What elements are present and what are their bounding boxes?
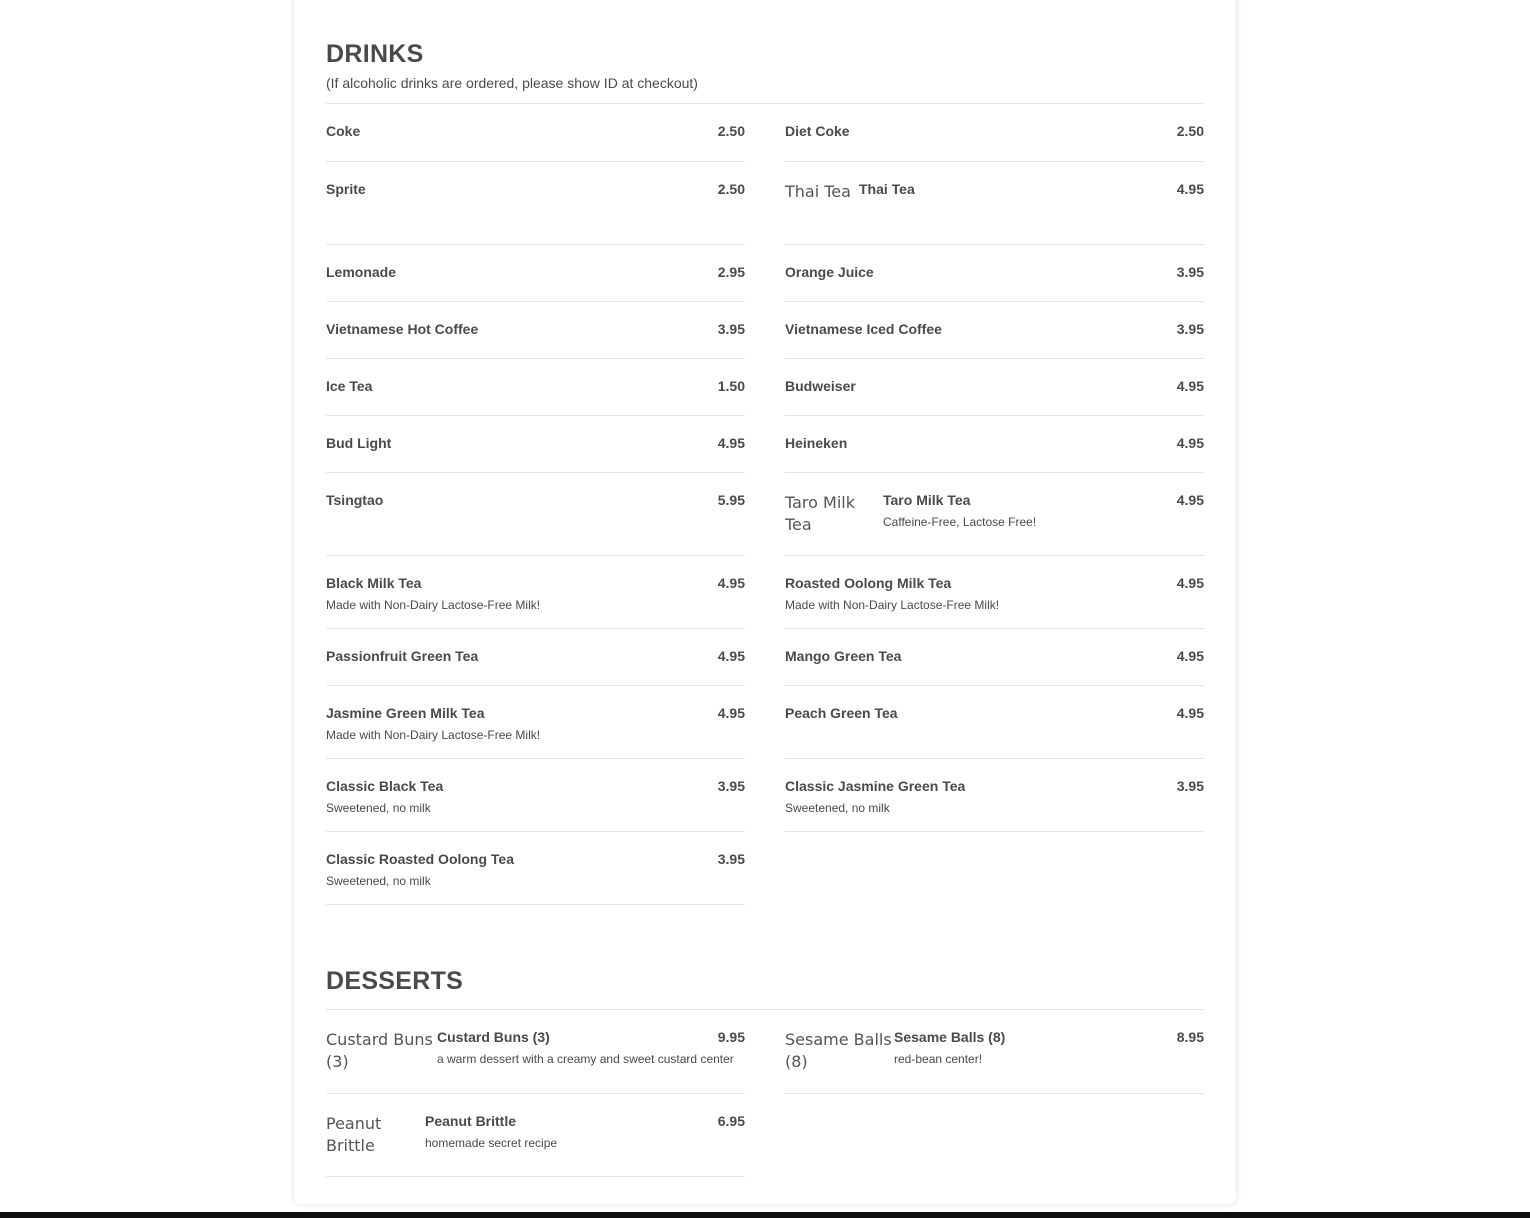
menu-item[interactable] [326,104,745,162]
menu-item[interactable] [326,245,745,302]
menu-item-header [785,575,1204,591]
menu-item-description: Sweetened, no milk [326,801,431,815]
menu-item[interactable] [326,629,745,686]
menu-item-price: 1.50 [717,378,745,394]
menu-item[interactable] [326,556,745,629]
menu-item[interactable] [326,686,745,759]
menu-item[interactable] [785,416,1204,473]
menu-item-image: Thai Tea [785,182,851,201]
menu-item-header [785,705,1204,721]
menu-item-price: 5.95 [717,492,745,508]
menu-item-description: Made with Non-Dairy Lactose-Free Milk! [785,598,1000,612]
menu-item-price: 3.95 [717,321,745,337]
menu-item-name: Lemonade [326,264,397,280]
menu-item-body [785,778,1204,831]
menu-item-body [326,123,745,161]
menu-item-header [785,778,1204,794]
menu-item-name: Heineken [785,435,848,451]
menu-item[interactable] [785,302,1204,359]
menu-item-name: Ice Tea [326,378,373,394]
menu-item[interactable] [785,359,1204,416]
menu-item-body [326,378,745,415]
menu-item-body [326,851,745,904]
menu-item-header [425,1113,745,1129]
menu-item-name: Coke [326,123,361,139]
menu-item-name: Bud Light [326,435,392,451]
menu-item-body [326,648,745,685]
menu-item[interactable] [326,1094,745,1177]
menu-content [326,0,1204,1177]
menu-item-header [326,378,745,394]
menu-item-body [785,705,1204,758]
menu-item-name: Custard Buns (3) [437,1029,550,1045]
drinks-grid [326,104,1204,905]
menu-item-name: Diet Coke [785,123,850,139]
menu-item-header [326,648,745,664]
menu-item-body [785,648,1204,685]
menu-item-price: 2.50 [717,181,745,197]
menu-item-body [326,435,745,472]
menu-item[interactable] [785,686,1204,759]
menu-item-body [326,264,745,301]
menu-item[interactable] [326,359,745,416]
menu-item-price: 4.95 [717,648,745,664]
menu-item-header [785,321,1204,337]
menu-item-price: 2.50 [717,123,745,139]
menu-item-price: 8.95 [1176,1029,1204,1045]
drinks-title: DRINKS [326,40,424,68]
menu-item-name: Roasted Oolong Milk Tea [785,575,952,591]
menu-item-price: 3.95 [1176,321,1204,337]
menu-item-description: homemade secret recipe [425,1136,558,1150]
menu-item[interactable] [326,473,745,556]
menu-item-body [326,778,745,831]
menu-item-name: Classic Black Tea [326,778,444,794]
menu-item-price: 2.95 [717,264,745,280]
menu-item-body [326,181,745,244]
menu-item-price: 4.95 [717,705,745,721]
menu-item[interactable] [785,629,1204,686]
menu-item-name: Vietnamese Hot Coffee [326,321,479,337]
menu-item-header [326,181,745,197]
menu-item-header [326,321,745,337]
menu-item-name: Mango Green Tea [785,648,902,664]
menu-item-header [326,435,745,451]
menu-item[interactable] [326,1010,745,1094]
menu-item-price: 4.95 [1176,575,1204,591]
menu-item[interactable] [326,302,745,359]
menu-item-image: Sesame Balls (8) [785,1030,892,1071]
menu-item-name: Sesame Balls (8) [894,1029,1006,1045]
menu-item-header [326,264,745,280]
menu-item[interactable] [326,162,745,245]
menu-item-body [785,123,1204,161]
menu-item-header [326,778,745,794]
menu-item-price: 2.50 [1176,123,1204,139]
menu-item-body [785,435,1204,472]
menu-item-description: Sweetened, no milk [326,874,431,888]
menu-item-name: Passionfruit Green Tea [326,648,479,664]
menu-item-description: red-bean center! [894,1052,983,1066]
menu-item-description: Made with Non-Dairy Lactose-Free Milk! [326,598,541,612]
menu-item-body [859,181,1204,244]
menu-item-name: Sprite [326,181,366,197]
menu-item-header [326,851,745,867]
menu-item-price: 6.95 [717,1113,745,1129]
menu-item-body [437,1029,745,1093]
menu-item-description: Sweetened, no milk [785,801,890,815]
menu-item-price: 4.95 [1176,648,1204,664]
menu-item-body [326,492,745,555]
menu-item-body [326,705,745,758]
menu-item-body [425,1113,745,1176]
menu-item-price: 3.95 [1176,778,1204,794]
menu-item-header [326,705,745,721]
menu-item-name: Peanut Brittle [425,1113,517,1129]
menu-item-body [326,575,745,628]
menu-item-header [894,1029,1204,1045]
menu-item-header [785,378,1204,394]
menu-item-name: Classic Roasted Oolong Tea [326,851,515,867]
menu-item-price: 4.95 [1176,181,1204,197]
drinks-note: (If alcoholic drinks are ordered, please show ID at checkout) [326,75,698,91]
menu-item-price: 4.95 [1176,705,1204,721]
menu-item[interactable] [785,162,1204,245]
menu-item-header [883,492,1204,508]
menu-item-name: Budweiser [785,378,856,394]
menu-item-price: 9.95 [717,1029,745,1045]
menu-item-body [894,1029,1204,1093]
menu-item-name: Orange Juice [785,264,874,280]
menu-item-body [883,492,1204,555]
menu-item-image: Peanut Brittle [326,1114,382,1155]
menu-item-name: Tsingtao [326,492,384,508]
menu-item-description: a warm dessert with a creamy and sweet custard center [437,1052,734,1066]
menu-item-header [326,575,745,591]
desserts-title: DESSERTS [326,967,464,995]
menu-item-price: 4.95 [1176,378,1204,394]
menu-item[interactable] [326,832,745,905]
menu-item-price: 4.95 [1176,492,1204,508]
menu-item-price: 3.95 [1176,264,1204,280]
menu-item[interactable] [785,473,1204,556]
menu-item-body [785,575,1204,628]
menu-item-name: Jasmine Green Milk Tea [326,705,485,721]
desserts-grid [326,1010,1204,1177]
menu-item-name: Classic Jasmine Green Tea [785,778,966,794]
menu-item-header [785,648,1204,664]
page-footer-bar [0,1212,1530,1218]
menu-item[interactable] [785,556,1204,629]
menu-item-name: Taro Milk Tea [883,492,971,508]
menu-item-price: 4.95 [717,575,745,591]
menu-item[interactable] [326,416,745,473]
menu-item-price: 3.95 [717,778,745,794]
menu-item[interactable] [785,104,1204,162]
menu-item-header [437,1029,745,1045]
menu-item-name: Thai Tea [859,181,915,197]
menu-item-header [326,492,745,508]
menu-item-header [326,123,745,139]
menu-item-body [785,321,1204,358]
menu-item-description: Caffeine-Free, Lactose Free! [883,515,1037,529]
menu-item-header [785,264,1204,280]
menu-item-image: Custard Buns (3) [326,1030,433,1071]
menu-item-header [785,123,1204,139]
menu-item[interactable] [785,759,1204,832]
menu-item-image: Taro Milk Tea [785,493,855,534]
drinks-section [326,0,1204,905]
menu-item-price: 3.95 [717,851,745,867]
menu-item-name: Peach Green Tea [785,705,898,721]
menu-item[interactable] [785,1010,1204,1094]
menu-item-price: 4.95 [1176,435,1204,451]
menu-item-price: 4.95 [717,435,745,451]
menu-item[interactable] [326,759,745,832]
menu-item-body [785,378,1204,415]
menu-item-name: Vietnamese Iced Coffee [785,321,942,337]
desserts-section [326,905,1204,1177]
menu-item-body [326,321,745,358]
menu-item-header [785,435,1204,451]
menu-card [294,0,1236,1204]
menu-item-body [785,264,1204,301]
menu-item-name: Black Milk Tea [326,575,422,591]
menu-item-description: Made with Non-Dairy Lactose-Free Milk! [326,728,541,742]
menu-item-header [859,181,1204,197]
menu-item[interactable] [785,245,1204,302]
